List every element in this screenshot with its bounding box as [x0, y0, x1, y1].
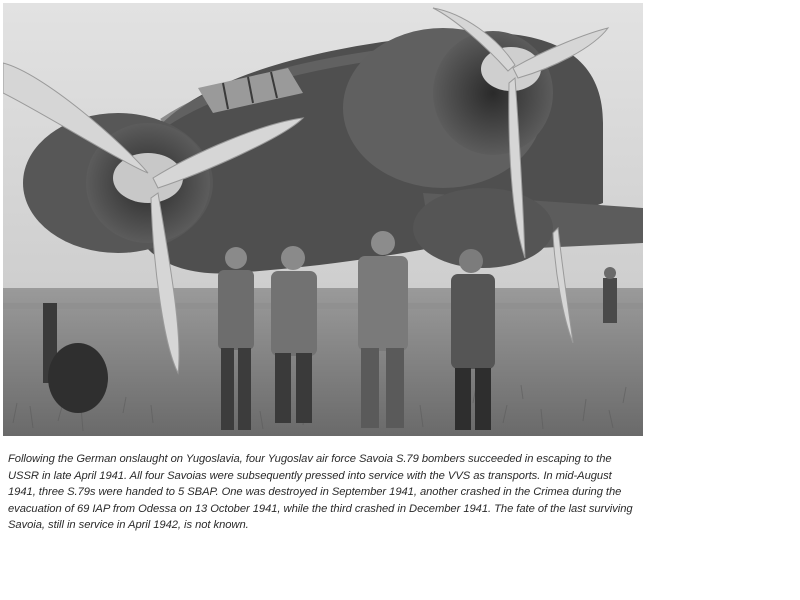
photograph-icon	[3, 3, 643, 436]
photograph	[3, 3, 643, 436]
caption-panel	[3, 436, 643, 536]
photo-caption: Following the German onslaught on Yugoslavia, four Yugoslav air force Savoia S.79 bombers succeeded in escaping to the USSR in late April 1941. All four Savoias were subsequently pressed into service with the VVS as transports. In mid-August 1941, three S.79s were handed to 5 SBAP. One was destroyed in September 1941, another crashed in the Crimea during the evacuation of 69 IAP from Odessa on 13 October 1941, while the third crashed in December 1941. The fate of the last surviving Savoia, still in service in April 1942, is not known.	[8, 453, 633, 532]
